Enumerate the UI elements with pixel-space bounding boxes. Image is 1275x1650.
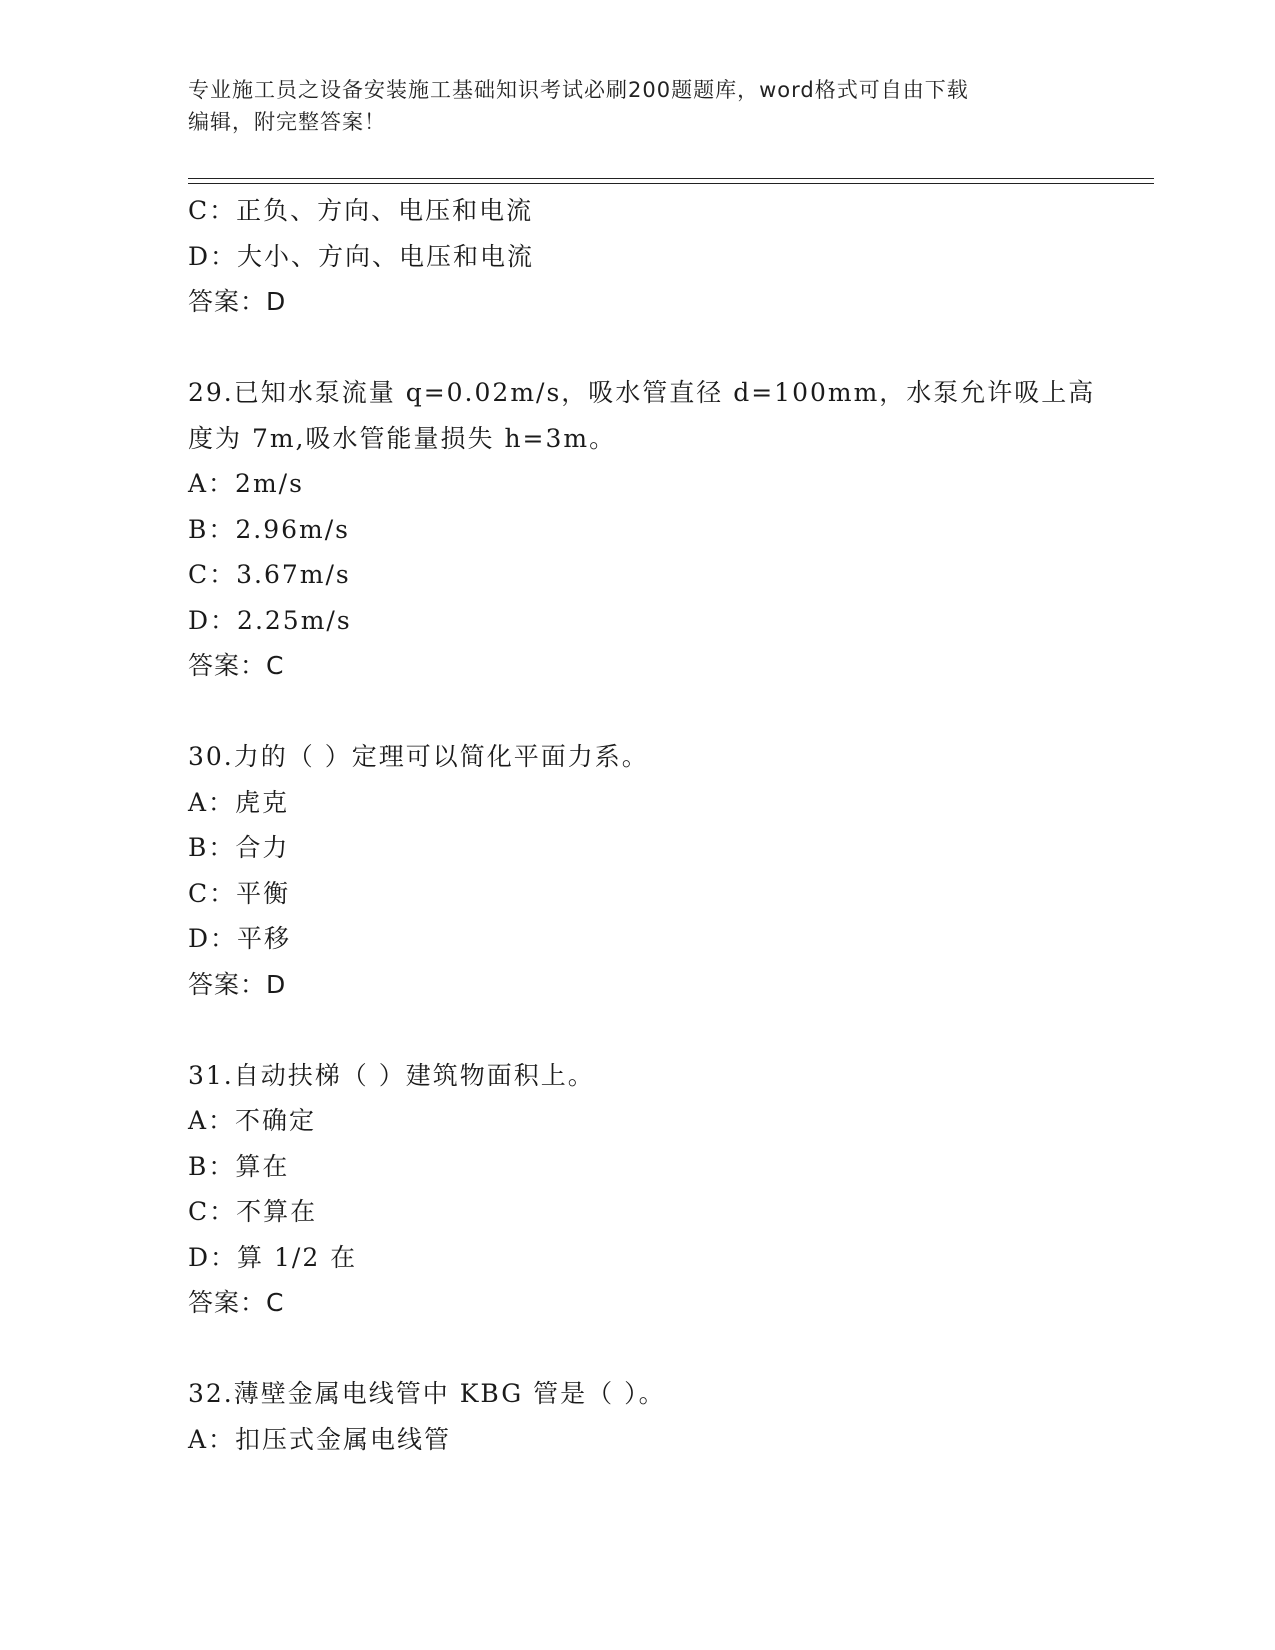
question-stem: 32.薄壁金属电线管中 KBG 管是（ ）。 — [188, 1379, 666, 1408]
question-30 — [188, 734, 1088, 1007]
question-stem: 31.自动扶梯（ ）建筑物面积上。 — [188, 1060, 595, 1090]
question-32 — [188, 1371, 1088, 1462]
header-title-line2: 编辑，附完整答案！ — [188, 110, 386, 134]
option-a: A：扣压式金属电线管 — [188, 1424, 452, 1454]
option-d: D：平移 — [188, 924, 292, 953]
option-b: B：合力 — [188, 833, 290, 862]
question-29 — [188, 370, 1096, 689]
header-divider-top — [188, 178, 1154, 179]
option-d: D：算 1/2 在 — [188, 1242, 358, 1272]
question-31 — [188, 1053, 1088, 1326]
spacer — [188, 1326, 1088, 1372]
option-c: C：3.67m/s — [188, 560, 351, 589]
answer-label: 答案：C — [188, 1288, 285, 1317]
question-28 — [188, 188, 1088, 325]
option-d: D：大小、方向、电压和电流 — [188, 241, 535, 271]
question-list — [188, 188, 1096, 1462]
option-a: A：不确定 — [188, 1106, 317, 1135]
page-header — [188, 74, 1088, 138]
option-a: A：虎克 — [188, 787, 290, 817]
spacer — [188, 1007, 1088, 1053]
option-c: C：平衡 — [188, 878, 291, 908]
question-stem: 29.已知水泵流量 q=0.02m/s，吸水管直径 d=100mm，水泵允许吸上高 — [188, 378, 1096, 407]
header-title-line1: 专业施工员之设备安装施工基础知识考试必刷200题题库，word格式可自由下载 — [188, 78, 969, 102]
option-a: A：2m/s — [188, 469, 304, 498]
question-stem: 30.力的（ ）定理可以简化平面力系。 — [188, 742, 649, 771]
option-c: C：正负、方向、电压和电流 — [188, 196, 534, 225]
answer-label: 答案：C — [188, 651, 285, 680]
option-c: C：不算在 — [188, 1197, 318, 1226]
question-stem-continued: 度为 7m,吸水管能量损失 h=3m。 — [188, 423, 617, 453]
spacer — [188, 689, 1088, 735]
option-b: B：算在 — [188, 1151, 290, 1181]
spacer — [188, 325, 1088, 371]
option-d: D：2.25m/s — [188, 605, 352, 635]
header-divider-bottom — [188, 183, 1154, 184]
answer-label: 答案：D — [188, 287, 287, 316]
option-b: B：2.96m/s — [188, 514, 350, 544]
answer-label: 答案：D — [188, 969, 287, 999]
